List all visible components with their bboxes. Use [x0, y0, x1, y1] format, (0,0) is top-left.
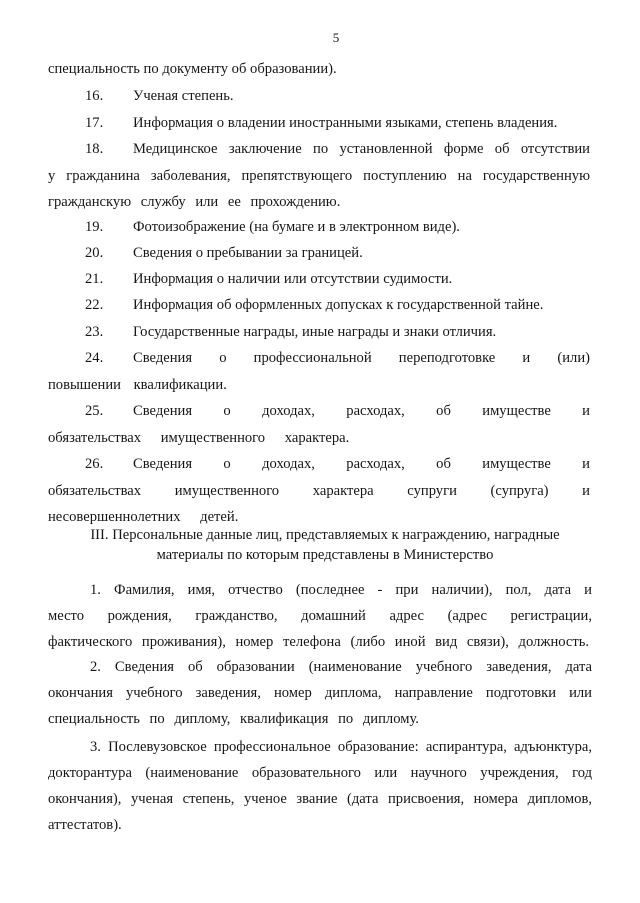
list-item-19 [48, 214, 590, 241]
list-item-text: Сведения о пребывании за границей. [133, 245, 363, 261]
section-heading-line-1: III. Персональные данные лиц, представляемых к награждению, наградные [90, 527, 560, 543]
list-item-text: Информация о наличии или отсутствии судимости. [133, 271, 453, 287]
section-heading-line-2: материалы по которым представлены в Министерство [156, 547, 494, 563]
page-number: 5 [332, 30, 340, 45]
list-item-number: 23. [85, 324, 104, 340]
list-item-number: 17. [85, 115, 104, 131]
continuation-text: специальность по документу об образовании). [48, 61, 337, 77]
list-item-25 [48, 398, 590, 451]
list-item-number: 16. [85, 88, 104, 104]
list-item-text: Сведения о доходах, расходах, об имуществе и обязательствах имущественного характера. [48, 403, 590, 446]
section-item-text: 1. Фамилия, имя, отчество (последнее - при наличии), пол, дата и место рождения, гражданство, домашний адрес (адрес регистрации, фактического проживания), номер телефона (либо иной вид связи), должность. [48, 582, 592, 650]
section-item-text: 2. Сведения об образовании (наименование учебного заведения, дата окончания учебного заведения, номер диплома, направление подготовки или специальность по диплому, квалификация по диплому. [48, 659, 592, 727]
list-item-number: 22. [85, 297, 104, 313]
list-item-number: 25. [85, 403, 104, 419]
list-item-26 [48, 451, 590, 531]
list-item-number: 24. [85, 350, 104, 366]
list-item-text: Сведения о доходах, расходах, об имуществе и обязательствах имущественного характера супруги (супруга) и несовершеннолетних детей. [48, 456, 590, 525]
section-item-3 [48, 734, 592, 838]
list-item-24 [48, 345, 590, 398]
list-item-17 [48, 110, 590, 137]
list-item-text: Информация о владении иностранными языками, степень владения. [133, 115, 558, 131]
section-heading [60, 525, 590, 565]
list-item-23 [48, 319, 590, 346]
list-item-text: Ученая степень. [133, 88, 234, 104]
section-item-2 [48, 654, 592, 732]
list-item-text: Информация об оформленных допусках к государственной тайне. [133, 297, 544, 313]
list-item-text: Сведения о профессиональной переподготовке и (или) повышении квалификации. [48, 350, 590, 393]
list-item-22 [48, 292, 590, 319]
list-item-21 [48, 266, 590, 293]
list-item-number: 21. [85, 271, 104, 287]
list-item-number: 18. [85, 141, 104, 157]
list-item-number: 19. [85, 219, 104, 235]
list-item-text: Государственные награды, иные награды и знаки отличия. [133, 324, 497, 340]
list-item-number: 26. [85, 456, 104, 472]
section-item-text: 3. Послевузовское профессиональное образование: аспирантура, адъюнктура, докторантура (наименование образовательного или научного учреждения, год окончания), ученая степень, ученое звание (дата присвоения, номера дипломов, аттестатов). [48, 739, 592, 833]
list-item-text: Медицинское заключение по установленной форме об отсутствии у гражданина заболевания, препятствующего поступлению на государственную гражданскую службу или ее прохождению. [48, 141, 590, 210]
section-item-1 [48, 577, 592, 655]
list-item-text: Фотоизображение (на бумаге и в электронном виде). [133, 219, 460, 235]
list-item-16 [48, 83, 590, 110]
list-item-18 [48, 136, 590, 216]
list-item-number: 20. [85, 245, 104, 261]
list-item-20 [48, 240, 590, 267]
